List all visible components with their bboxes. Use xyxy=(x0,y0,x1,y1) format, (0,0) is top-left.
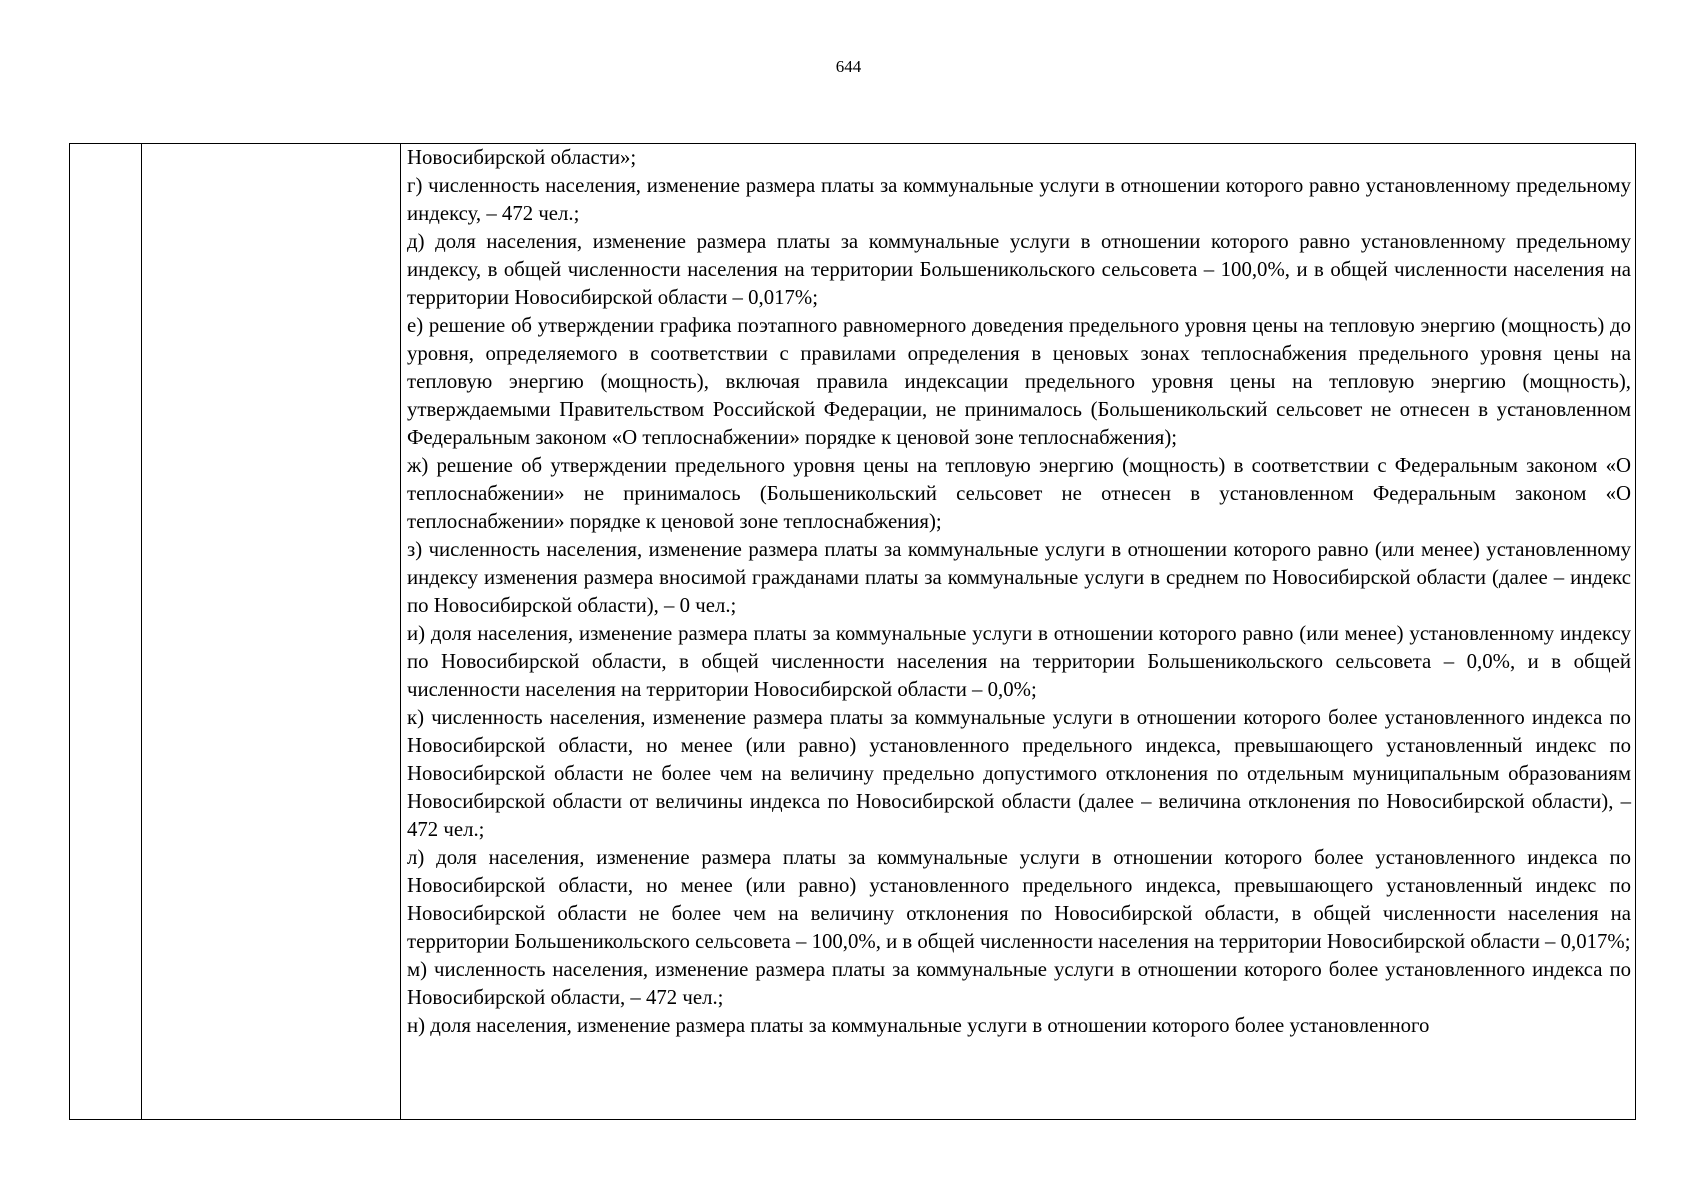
paragraph-m: м) численность населения, изменение размера платы за коммунальные услуги в отношении которого более установленного индекса по Новосибирской области, – 472 чел.; xyxy=(407,958,1631,1009)
paragraph-continuation: Новосибирской области»; xyxy=(407,146,637,169)
table-column-content xyxy=(401,144,1635,1119)
paragraph-k: к) численность населения, изменение размера платы за коммунальные услуги в отношении которого более установленного индекса по Новосибирской области, но менее (или равно) установленного предельного индекса, превышающего установленный индекс по Новосибирской области не более чем на величину предельно допустимого отклонения по отдельным муниципальным образованиям Новосибирской области от величины индекса по Новосибирской области (далее – величина отклонения по Новосибирской области), – 472 чел.; xyxy=(407,706,1631,841)
table-column-number xyxy=(70,144,142,1119)
paragraph-zh: ж) решение об утверждении предельного уровня цены на тепловую энергию (мощность) в соответствии с Федеральным законом «О теплоснабжении» не принималось (Большеникольский сельсовет не отнесен в установленном Федеральным законом «О теплоснабжении» порядке к ценовой зоне теплоснабжения); xyxy=(407,454,1631,533)
paragraph-l: л) доля населения, изменение размера платы за коммунальные услуги в отношении которого более установленного индекса по Новосибирской области, но менее (или равно) установленного предельного индекса, превышающего установленный индекс по Новосибирской области не более чем на величину отклонения по Новосибирской области, в общей численности населения на территории Большеникольского сельсовета – 100,0%, и в общей численности населения на территории Новосибирской области – 0,017%; xyxy=(407,846,1631,953)
paragraph-d: д) доля населения, изменение размера платы за коммунальные услуги в отношении которого равно установленному предельному индексу, в общей численности населения на территории Большеникольского сельсовета – 100,0%, и в общей численности населения на территории Новосибирской области – 0,017%; xyxy=(407,230,1631,309)
paragraph-i: и) доля населения, изменение размера платы за коммунальные услуги в отношении которого равно (или менее) установленному индексу по Новосибирской области, в общей численности населения на территории Большеникольского сельсовета – 0,0%, и в общей численности населения на территории Новосибирской области – 0,0%; xyxy=(407,622,1631,701)
paragraph-z: з) численность населения, изменение размера платы за коммунальные услуги в отношении которого равно (или менее) установленному индексу изменения размера вносимой гражданами платы за коммунальные услуги в среднем по Новосибирской области (далее – индекс по Новосибирской области), – 0 чел.; xyxy=(407,538,1631,617)
paragraph-e: е) решение об утверждении графика поэтапного равномерного доведения предельного уровня цены на тепловую энергию (мощность) до уровня, определяемого в соответствии с правилами определения в ценовых зонах теплоснабжения предельного уровня цены на тепловую энергию (мощность), включая правила индексации предельного уровня цены на тепловую энергию (мощность), утверждаемыми Правительством Российской Федерации, не принималось (Большеникольский сельсовет не отнесен в установленном Федеральным законом «О теплоснабжении» порядке к ценовой зоне теплоснабжения); xyxy=(407,314,1631,449)
table-column-name xyxy=(142,144,401,1119)
document-table xyxy=(69,143,1636,1120)
paragraph-n: н) доля населения, изменение размера платы за коммунальные услуги в отношении которого более установленного xyxy=(407,1014,1430,1037)
page-number: 644 xyxy=(835,57,862,76)
paragraph-g: г) численность населения, изменение размера платы за коммунальные услуги в отношении которого равно установленному предельному индексу, – 472 чел.; xyxy=(407,174,1631,225)
